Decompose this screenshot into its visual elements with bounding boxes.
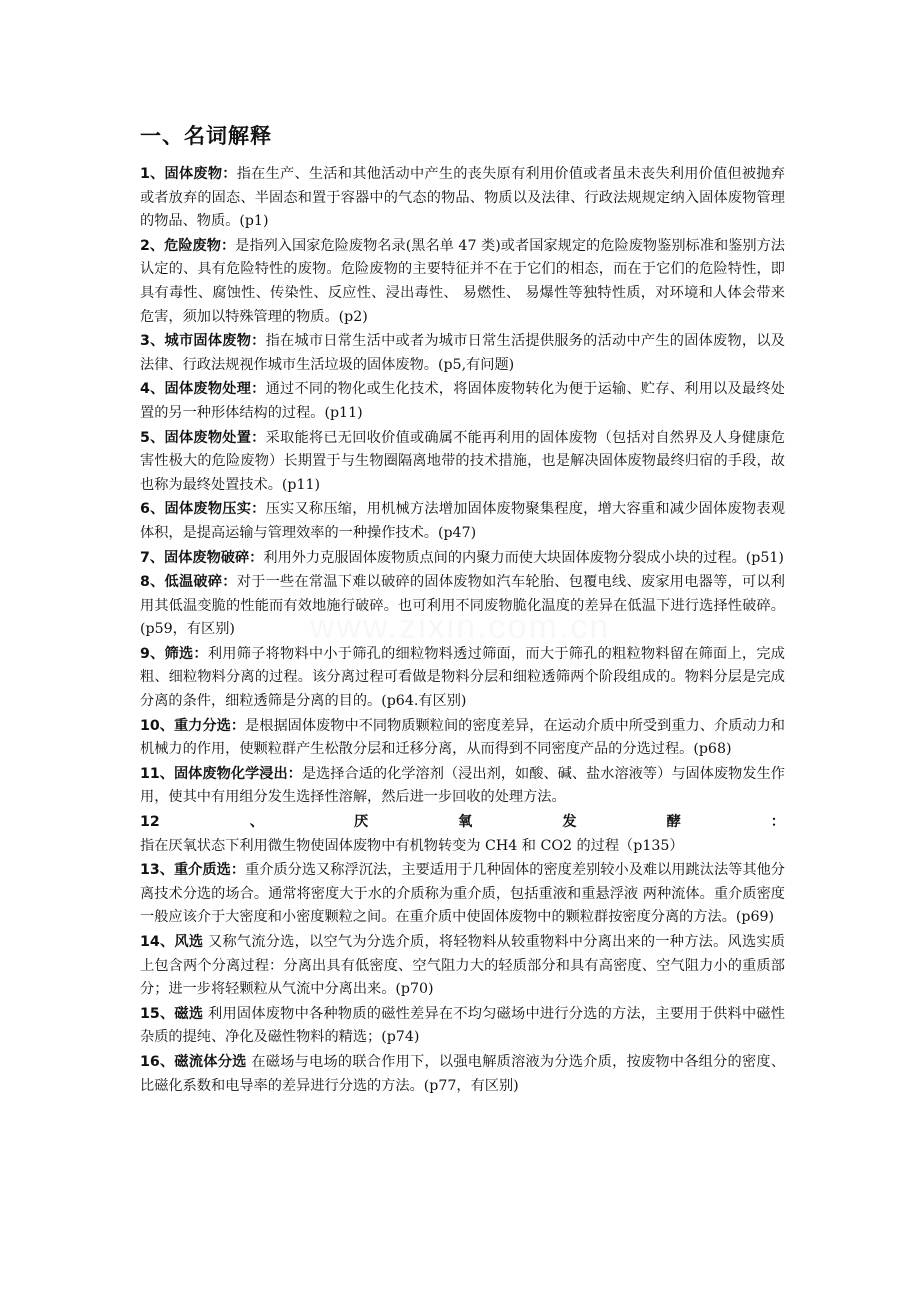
definition-entry: [140, 1003, 785, 1050]
definition-text: 利用筛子将物料中小于筛孔的细粒物料透过筛面，而大于筛孔的粗粒物料留在筛面上，完成粗、细粒物料分离的过程。该分离过程可看做是物料分层和细粒透筛两个阶段组成的。物料分层是完成分离的条件，细粒透筛是分离的目的。(p64.有区别): [140, 645, 785, 710]
definition-term: 12、厌氧发酵：: [140, 814, 785, 831]
section-heading: 一、名词解释: [140, 124, 272, 148]
definition-entry: [140, 763, 785, 810]
definition-entry: [140, 811, 785, 858]
definition-text: 对于一些在常温下难以破碎的固体废物如汽车轮胎、包覆电线、废家用电器等，可以利用其低温变脆的性能而有效地施行破碎。也可利用不同废物脆化温度的差异在低温下进行选择性破碎。(p59，有区别): [140, 574, 785, 638]
definition-entry: [140, 859, 785, 930]
definition-entry: [140, 235, 785, 329]
definition-text: 压实又称压缩，用机械方法增加固体废物聚集程度，增大容重和减少固体废物表观体积，是提高运输与管理效率的一种操作技术。(p47): [140, 501, 785, 541]
definition-text: 利用外力克服固体废物质点间的内聚力而使大块固体废物分裂成小块的过程。(p51): [263, 549, 784, 566]
definition-text: 通过不同的物化或生化技术，将固体废物转化为便于运输、贮存、利用以及最终处置的另一种形体结构的过程。(p11): [140, 381, 785, 421]
definition-term: 15、磁选: [140, 1005, 204, 1022]
definition-term: 5、固体废物处置：: [140, 429, 266, 446]
definition-text: 指在厌氧状态下利用微生物使固体废物中有机物转变为 CH4 和 CO2 的过程（p135）: [140, 837, 684, 854]
definition-term: 13、重介质选：: [140, 862, 246, 879]
definition-term: 8、低温破碎：: [140, 574, 237, 591]
definition-text: 指在城市日常生活中或者为城市日常生活提供服务的活动中产生的固体废物，以及法律、行政法规视作城市生活垃圾的固体废物。(p5,有问题): [140, 333, 785, 373]
definition-term: 3、城市固体废物：: [140, 333, 266, 350]
definition-text: 指在生产、生活和其他活动中产生的丧失原有利用价值或者虽未丧失利用价值但被抛弃或者放弃的固态、半固态和置于容器中的气态的物品、物质以及法律、行政法规规定纳入固体废物管理的物品、物质。(p1): [140, 166, 785, 230]
definition-entry: [140, 547, 785, 571]
definition-entry: [140, 571, 785, 642]
definition-term: 1、固体废物：: [140, 166, 237, 182]
definition-entry: [140, 427, 785, 498]
definition-text: 是指列入国家危险废物名录(黑名单 47 类)或者国家规定的危险废物鉴别标准和鉴别方法认定的、具有危险特性的废物。危险废物的主要特征并不在于它们的相态，而在于它们的危险特性，即具有毒性、腐蚀性、传染性、反应性、浸出毒性、 易燃性、 易爆性等独特性质，对环境和人体会带来危害，须加以特殊管理的物质。(p2): [140, 237, 785, 325]
definition-term: 6、固体废物压实：: [140, 501, 266, 518]
definition-text: 重介质分选又称浮沉法，主要适用于几种固体的密度差别较小及难以用跳汰法等其他分离技术分选的场合。通常将密度大于水的介质称为重介质，包括重液和重悬浮液 两种流体。重介质密度一般应该介于大密度和小密度颗粒之间。在重介质中使固体废物中的颗粒群按密度分离的方法。(p69): [140, 862, 785, 926]
definition-entry: [140, 378, 785, 425]
definition-entry: [140, 643, 785, 714]
definition-text: 又称气流分选，以空气为分选介质，将轻物料从较重物料中分离出来的一种方法。风选实质上包含两个分离过程：分离出具有低密度、空气阻力大的轻质部分和具有高密度、空气阻力小的重质部分；进一步将轻颗粒从气流中分离出来。(p70): [140, 934, 785, 998]
definition-list: [140, 163, 785, 1098]
watermark: www.zixin.com.cn: [309, 608, 611, 646]
definition-term: 4、固体废物处理：: [140, 381, 266, 398]
definition-term: 11、固体废物化学浸出：: [140, 765, 302, 782]
definition-term: 2、危险废物：: [140, 237, 236, 254]
document-page: [140, 122, 785, 1099]
definition-entry: [140, 715, 785, 762]
definition-term: 9、筛选：: [140, 645, 208, 662]
definition-term: 16、磁流体分选: [140, 1053, 247, 1070]
definition-term: 10、重力分选：: [140, 717, 246, 734]
definition-term: 7、固体废物破碎：: [140, 549, 264, 566]
definition-text: 在磁场与电场的联合作用下，以强电解质溶液为分选介质，按废物中各组分的密度、比磁化系数和电导率的差异进行分选的方法。(p77，有区别): [140, 1053, 786, 1094]
definition-entry: [140, 163, 785, 234]
definition-entry: [140, 330, 785, 377]
definition-text: 是选择合适的化学溶剂（浸出剂，如酸、碱、盐水溶液等）与固体废物发生作用，使其中有用组分发生选择性溶解，然后进一步回收的处理方法。: [140, 765, 785, 806]
definition-text: 利用固体废物中各种物质的磁性差异在不均匀磁场中进行分选的方法，主要用于供料中磁性杂质的提纯、净化及磁性物料的精选；(p74): [140, 1005, 785, 1046]
definition-term: 14、风选: [140, 934, 204, 950]
definition-text: 采取能将已无回收价值或确属不能再利用的固体废物（包括对自然界及人身健康危害性极大的危险废物）长期置于与生物圈隔离地带的技术措施，也是解决固体废物最终归宿的手段，故也称为最终处置技术。(p11): [140, 429, 785, 493]
definition-text: 是根据固体废物中不同物质颗粒间的密度差异，在运动介质中所受到重力、介质动力和机械力的作用，使颗粒群产生松散分层和迁移分离，从而得到不同密度产品的分选过程。(p68): [140, 717, 785, 758]
definition-entry: [140, 498, 785, 545]
definition-entry: [140, 931, 785, 1002]
definition-entry: [140, 1051, 785, 1098]
